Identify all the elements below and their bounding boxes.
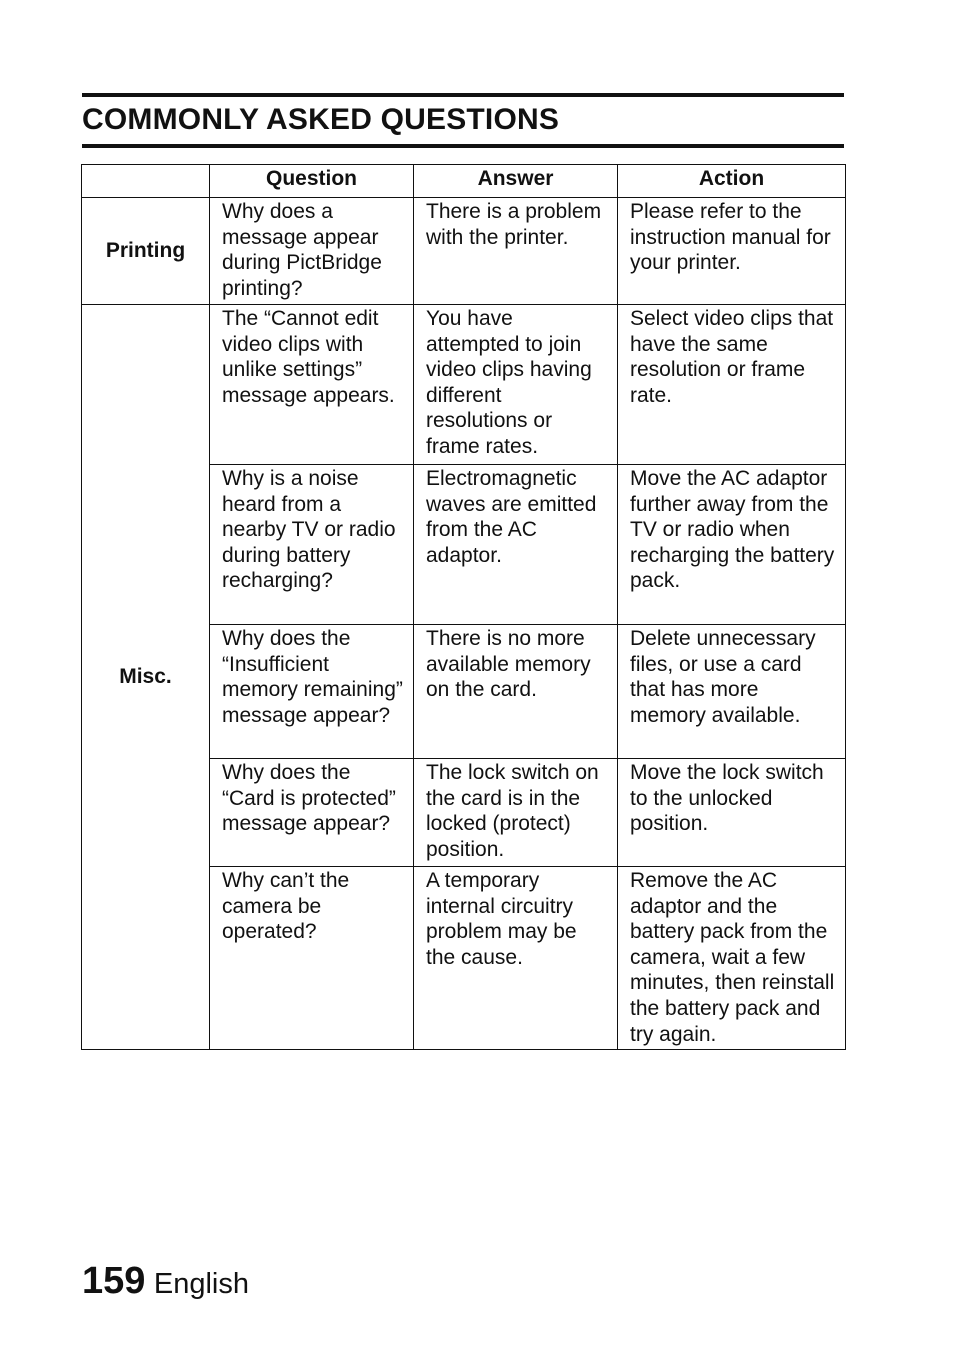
- question-cell: The “Cannot edit video clips with unlike settings” message appears.: [210, 305, 414, 465]
- page-language: English: [153, 1268, 249, 1300]
- column-header-question: Question: [210, 165, 414, 198]
- table-row: [82, 305, 846, 465]
- column-header-action: Action: [618, 165, 846, 198]
- page-footer: [82, 1256, 249, 1309]
- action-cell: Move the AC adaptor further away from the TV or radio when recharging the battery pack.: [618, 465, 846, 625]
- title-top-rule: [82, 93, 844, 97]
- action-cell: Delete unnecessary files, or use a card that has more memory available.: [618, 625, 846, 759]
- question-cell: Why is a noise heard from a nearby TV or radio during battery recharging?: [210, 465, 414, 625]
- page-number: 159: [82, 1260, 146, 1302]
- question-cell: Why does the “Card is protected” message appear?: [210, 759, 414, 867]
- answer-cell: Electromagnetic waves are emitted from the AC adaptor.: [414, 465, 618, 625]
- answer-cell: A temporary internal circuitry problem may be the cause.: [414, 867, 618, 1050]
- title-bottom-rule: [82, 144, 844, 148]
- column-header-answer: Answer: [414, 165, 618, 198]
- action-cell: Move the lock switch to the unlocked position.: [618, 759, 846, 867]
- page-title: COMMONLY ASKED QUESTIONS: [82, 103, 560, 136]
- column-header-category: [82, 165, 210, 198]
- category-misc: Misc.: [82, 305, 210, 1050]
- table-row: [82, 198, 846, 305]
- answer-cell: You have attempted to join video clips having different resolutions or frame rates.: [414, 305, 618, 465]
- action-cell: Please refer to the instruction manual for your printer.: [618, 198, 846, 305]
- answer-cell: There is a problem with the printer.: [414, 198, 618, 305]
- table-header-row: [82, 165, 846, 198]
- question-cell: Why does the “Insufficient memory remaining” message appear?: [210, 625, 414, 759]
- action-cell: Select video clips that have the same resolution or frame rate.: [618, 305, 846, 465]
- answer-cell: There is no more available memory on the card.: [414, 625, 618, 759]
- action-cell: Remove the AC adaptor and the battery pack from the camera, wait a few minutes, then reinstall the battery pack and try again.: [618, 867, 846, 1050]
- faq-table: [81, 164, 846, 1050]
- category-printing: Printing: [82, 198, 210, 305]
- question-cell: Why can’t the camera be operated?: [210, 867, 414, 1050]
- question-cell: Why does a message appear during PictBridge printing?: [210, 198, 414, 305]
- answer-cell: The lock switch on the card is in the locked (protect) position.: [414, 759, 618, 867]
